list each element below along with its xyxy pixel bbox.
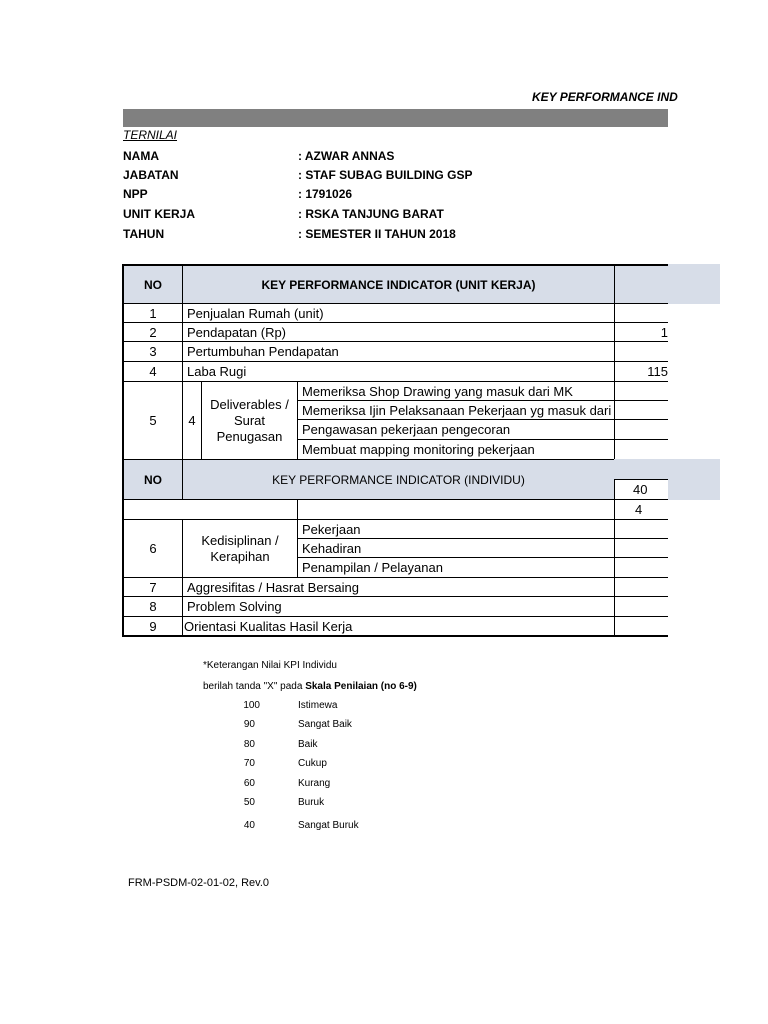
individual-row-kpi: Problem Solving bbox=[182, 596, 615, 617]
scale-label: Istimewa bbox=[298, 700, 338, 711]
individual-row6-category: Kedisiplinan / Kerapihan bbox=[182, 519, 298, 578]
individual-score-header: 40 bbox=[614, 479, 668, 500]
individual-row6-value bbox=[614, 519, 668, 539]
unit-row5-no: 5 bbox=[122, 381, 183, 460]
scale-label: Baik bbox=[298, 739, 318, 750]
notes-instruction-prefix: berilah tanda "X" pada bbox=[203, 681, 306, 692]
unit-row-value: 1 bbox=[614, 322, 668, 342]
unit-row5-item: Pengawasan pekerjaan pengecoran bbox=[297, 419, 615, 440]
scale-score: 50 bbox=[243, 797, 255, 808]
individual-table-kpi-header: KEY PERFORMANCE INDICATOR (INDIVIDU) bbox=[182, 459, 615, 500]
info-value-nama: : AZWAR ANNAS bbox=[298, 149, 395, 163]
unit-row-kpi: Laba Rugi bbox=[182, 361, 615, 382]
individual-row-value bbox=[614, 577, 668, 597]
unit-row-kpi: Pertumbuhan Pendapatan bbox=[182, 341, 615, 362]
unit-row-no: 2 bbox=[122, 322, 183, 342]
unit-table-header-extension bbox=[668, 264, 720, 304]
scale-label: Sangat Buruk bbox=[298, 820, 359, 831]
unit-row5-category: Deliverables / Surat Penugasan bbox=[201, 381, 298, 460]
individual-row-value bbox=[614, 596, 668, 617]
scale-score: 100 bbox=[243, 700, 260, 711]
individual-row6-value bbox=[614, 557, 668, 578]
unit-row-value bbox=[614, 303, 668, 323]
unit-row5-value bbox=[614, 400, 668, 420]
unit-row5-value bbox=[614, 419, 668, 440]
individual-table-header-extension-lower bbox=[668, 479, 720, 500]
individual-row-kpi: Orientasi Kualitas Hasil Kerja bbox=[182, 616, 615, 637]
individual-spacer-cell bbox=[297, 499, 615, 520]
unit-table-value-header bbox=[614, 264, 668, 304]
unit-row-no: 1 bbox=[122, 303, 183, 323]
individual-row-no: 7 bbox=[122, 577, 183, 597]
unit-row-value: 115 bbox=[614, 361, 668, 382]
scale-label: Kurang bbox=[298, 778, 331, 789]
info-value-unit-kerja: : RSKA TANJUNG BARAT bbox=[298, 207, 444, 221]
scale-score: 60 bbox=[243, 778, 255, 789]
unit-row5-value bbox=[614, 381, 668, 401]
notes-instruction-bold: Skala Penilaian (no 6-9) bbox=[305, 681, 417, 692]
info-label-tahun: TAHUN bbox=[123, 227, 165, 241]
individual-table-header-extension bbox=[614, 459, 720, 480]
info-label-jabatan: JABATAN bbox=[123, 168, 179, 182]
unit-row5-value bbox=[614, 439, 668, 460]
individual-row6-item: Pekerjaan bbox=[297, 519, 615, 539]
scale-score: 40 bbox=[243, 820, 255, 831]
scale-label: Buruk bbox=[298, 797, 325, 808]
individual-row-value bbox=[614, 616, 668, 637]
unit-row-no: 3 bbox=[122, 341, 183, 362]
ternilai-label: TERNILAI bbox=[123, 128, 178, 142]
individual-row-kpi: Aggresifitas / Hasrat Bersaing bbox=[182, 577, 615, 597]
unit-row5-item: Memeriksa Shop Drawing yang masuk dari MK bbox=[297, 381, 615, 401]
individual-row6-no: 6 bbox=[122, 519, 183, 578]
individual-score-sub: 4 bbox=[614, 499, 668, 520]
individual-table-no-header: NO bbox=[122, 459, 183, 500]
individual-spacer-cell bbox=[122, 499, 298, 520]
unit-table-kpi-header: KEY PERFORMANCE INDICATOR (UNIT KERJA) bbox=[182, 264, 615, 304]
info-value-jabatan: : STAF SUBAG BUILDING GSP bbox=[298, 168, 473, 182]
individual-row-no: 9 bbox=[122, 616, 183, 637]
individual-row6-item: Kehadiran bbox=[297, 538, 615, 558]
unit-row-kpi: Penjualan Rumah (unit) bbox=[182, 303, 615, 323]
info-label-unit-kerja: UNIT KERJA bbox=[123, 207, 196, 221]
unit-row5-item: Membuat mapping monitoring pekerjaan bbox=[297, 439, 615, 460]
scale-score: 90 bbox=[243, 719, 255, 730]
unit-row-value bbox=[614, 341, 668, 362]
unit-row5-sub-no: 4 bbox=[182, 381, 202, 460]
notes-instruction bbox=[203, 681, 417, 692]
scale-score: 70 bbox=[243, 758, 255, 769]
individual-row-no: 8 bbox=[122, 596, 183, 617]
scale-score: 80 bbox=[243, 739, 255, 750]
unit-row-kpi: Pendapatan (Rp) bbox=[182, 322, 615, 342]
title-bar bbox=[123, 109, 668, 127]
notes-heading: *Keterangan Nilai KPI Individu bbox=[203, 660, 337, 671]
form-code: FRM-PSDM-02-01-02, Rev.0 bbox=[128, 877, 269, 889]
unit-row-no: 4 bbox=[122, 361, 183, 382]
info-label-nama: NAMA bbox=[123, 149, 159, 163]
info-value-tahun: : SEMESTER II TAHUN 2018 bbox=[298, 227, 456, 241]
individual-row6-value bbox=[614, 538, 668, 558]
scale-label: Sangat Baik bbox=[298, 719, 352, 730]
info-label-npp: NPP bbox=[123, 187, 148, 201]
unit-row5-item: Memeriksa Ijin Pelaksanaan Pekerjaan yg masuk dari bbox=[297, 400, 615, 420]
individual-row6-item: Penampilan / Pelayanan bbox=[297, 557, 615, 578]
document-title: KEY PERFORMANCE IND bbox=[532, 90, 678, 104]
unit-table-no-header: NO bbox=[122, 264, 183, 304]
info-value-npp: : 1791026 bbox=[298, 187, 353, 201]
scale-label: Cukup bbox=[298, 758, 327, 769]
